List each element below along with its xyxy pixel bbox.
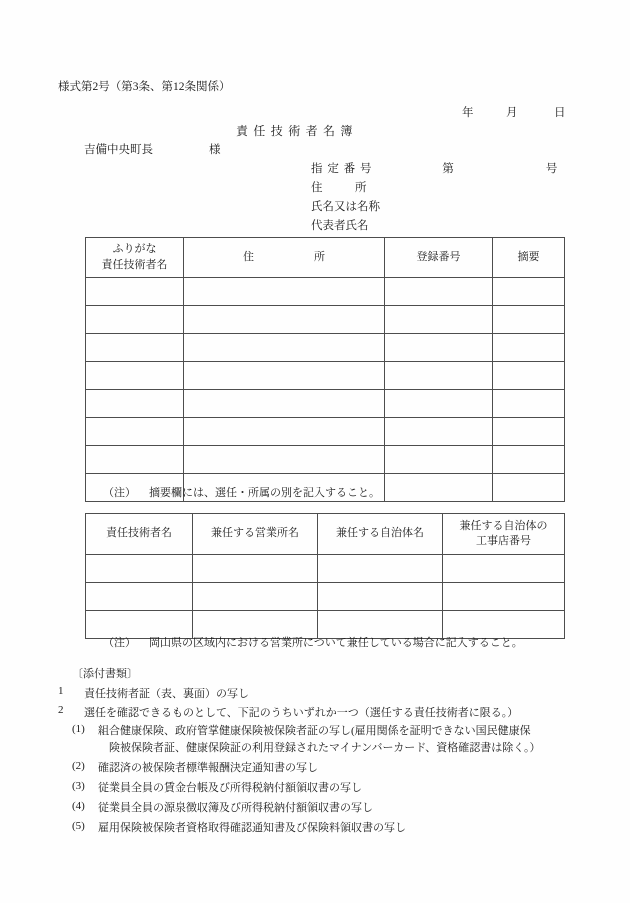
table-row	[86, 446, 565, 474]
column-header-office-name: 兼任する営業所名	[193, 514, 318, 555]
table-cell[interactable]	[86, 362, 184, 390]
concurrent-post-table	[85, 513, 565, 639]
addressee-line	[84, 141, 221, 157]
note-marker: （注）	[103, 637, 136, 649]
date-month-label: 月	[506, 107, 518, 119]
representative-name-row: 代表者氏名	[311, 220, 369, 232]
attachment-subitem-number: (3)	[72, 780, 85, 793]
attachment-item	[58, 704, 598, 720]
note-text: 岡山県の区域内における営業所について兼任している場合に記入すること。	[149, 637, 523, 649]
column-header-construction-shop-number	[443, 514, 565, 555]
table-cell[interactable]	[493, 390, 565, 418]
attachment-subitem-text: 従業員全員の賃金台帳及び所得税納付額領収書の写し	[98, 782, 362, 795]
table-row	[86, 278, 565, 306]
attachment-subitem	[72, 723, 598, 757]
table-cell[interactable]	[493, 334, 565, 362]
table-cell[interactable]	[385, 446, 493, 474]
table-cell[interactable]	[184, 334, 385, 362]
table-cell[interactable]	[184, 390, 385, 418]
date-day-label: 日	[554, 107, 566, 119]
column-header-address-part1: 住	[243, 250, 254, 263]
table-cell[interactable]	[86, 390, 184, 418]
column-header-remarks: 摘要	[493, 238, 565, 278]
attachment-subitem-text: 雇用保険被保険者資格取得確認通知書及び保険料領収書の写し	[98, 822, 406, 835]
table-row	[86, 334, 565, 362]
column-header-engineer-name: 責任技術者名	[101, 258, 168, 271]
note-remarks	[103, 484, 380, 500]
attachment-subitem-continuation: 険被保険者証、健康保険証の利用登録されたマイナンバーカード、資格確認書は除く。）	[109, 742, 541, 755]
note-marker: （注）	[103, 487, 136, 499]
attachment-item-text: 選任を確認できるものとして、下記のうちいずれか一つ（選任する責任技術者に限る。）	[84, 707, 519, 719]
attachment-subitem	[72, 760, 598, 777]
table-cell[interactable]	[193, 555, 318, 583]
table-cell[interactable]	[184, 362, 385, 390]
table-row	[86, 306, 565, 334]
table-cell[interactable]	[184, 306, 385, 334]
applicant-name-row: 氏名又は名称	[311, 201, 380, 213]
column-header-address-part2: 所	[314, 250, 325, 263]
table-row	[86, 418, 565, 446]
attachment-subitem	[72, 820, 598, 837]
attachment-subitem-number: (4)	[72, 800, 85, 813]
column-header-name	[86, 238, 184, 278]
attachment-subitem-text: 従業員全員の源泉徴収簿及び所得税納付額領収書の写し	[98, 802, 373, 815]
date-line	[462, 104, 566, 120]
column-header-registration-number: 登録番号	[385, 238, 493, 278]
table-cell[interactable]	[86, 583, 193, 611]
responsible-table-body	[86, 278, 565, 502]
applicant-address-row	[311, 179, 367, 195]
table-cell[interactable]	[385, 390, 493, 418]
table-cell[interactable]	[493, 306, 565, 334]
column-header-engineer-name: 責任技術者名	[86, 514, 193, 555]
concurrent-table-body	[86, 555, 565, 639]
attachment-subitem-number: (5)	[72, 820, 85, 833]
table-cell[interactable]	[493, 278, 565, 306]
attachment-item-number: 1	[58, 685, 64, 697]
attachment-subitem	[72, 800, 598, 817]
note-text: 摘要欄には、選任・所属の別を記入すること。	[149, 487, 380, 499]
table-cell[interactable]	[385, 306, 493, 334]
table-cell[interactable]	[385, 362, 493, 390]
construction-shop-number-line1: 兼任する自治体の	[459, 519, 548, 532]
column-header-municipality-name: 兼任する自治体名	[318, 514, 443, 555]
designation-gou-label: 号	[545, 163, 558, 175]
table-cell[interactable]	[318, 555, 443, 583]
attachment-subitem-text: 組合健康保険、政府管掌健康保険被保険者証の写し(雇用関係を証明できない国民健康保 険被保険者証、健康保険証の利用登録されたマイナンバーカード、資格確認書は除く。）	[98, 723, 598, 757]
table-cell[interactable]	[493, 446, 565, 474]
table-cell[interactable]	[443, 583, 565, 611]
attachment-item	[58, 685, 598, 701]
table-cell[interactable]	[184, 278, 385, 306]
attachment-item-number: 2	[58, 704, 64, 716]
table-cell[interactable]	[86, 334, 184, 362]
table-cell[interactable]	[493, 474, 565, 502]
page-title: 責任技術者名簿	[236, 124, 358, 138]
designation-number-label: 指定番号	[311, 163, 377, 175]
table-cell[interactable]	[493, 418, 565, 446]
table-header-row	[86, 514, 565, 555]
address-label-part2: 所	[355, 182, 367, 194]
attachments-title: 〔添付書類〕	[72, 668, 138, 680]
column-header-address	[184, 238, 385, 278]
note-concurrent	[103, 634, 523, 650]
responsible-engineer-table	[85, 237, 565, 502]
attachments-section	[58, 665, 598, 840]
table-cell[interactable]	[184, 446, 385, 474]
addressee-name: 吉備中央町長	[84, 144, 153, 156]
table-cell[interactable]	[86, 446, 184, 474]
table-cell[interactable]	[86, 306, 184, 334]
address-label-part1: 住	[311, 182, 323, 194]
attachment-subitem-text: 確認済の被保険者標準報酬決定通知書の写し	[98, 762, 318, 775]
table-cell[interactable]	[184, 418, 385, 446]
table-cell[interactable]	[318, 583, 443, 611]
attachment-subitem-number: (2)	[72, 760, 85, 773]
table-cell[interactable]	[443, 555, 565, 583]
addressee-honorific: 様	[209, 144, 221, 156]
table-cell[interactable]	[493, 362, 565, 390]
table-cell[interactable]	[86, 278, 184, 306]
construction-shop-number-line2: 工事店番号	[476, 535, 531, 547]
table-cell[interactable]	[385, 474, 493, 502]
attachment-item-text: 責任技術者証（表、裏面）の写し	[84, 688, 249, 700]
table-row	[86, 390, 565, 418]
table-cell[interactable]	[193, 583, 318, 611]
form-number: 様式第2号（第3条、第12条関係）	[58, 81, 231, 93]
attachment-item-list	[58, 685, 598, 720]
table-header-row	[86, 238, 565, 278]
designation-dai-label: 第	[442, 163, 454, 175]
table-cell[interactable]	[385, 278, 493, 306]
table-row	[86, 555, 565, 583]
table-cell[interactable]	[86, 418, 184, 446]
designation-number-row	[311, 160, 557, 176]
table-cell[interactable]	[86, 555, 193, 583]
date-year-label: 年	[462, 107, 474, 119]
table-cell[interactable]	[385, 334, 493, 362]
attachment-subitem-list	[58, 723, 598, 837]
column-header-furigana: ふりがな	[112, 243, 157, 256]
attachment-subitem	[72, 780, 598, 797]
attachment-subitem-number: (1)	[72, 723, 85, 735]
table-cell[interactable]	[385, 418, 493, 446]
table-row	[86, 362, 565, 390]
table-row	[86, 583, 565, 611]
